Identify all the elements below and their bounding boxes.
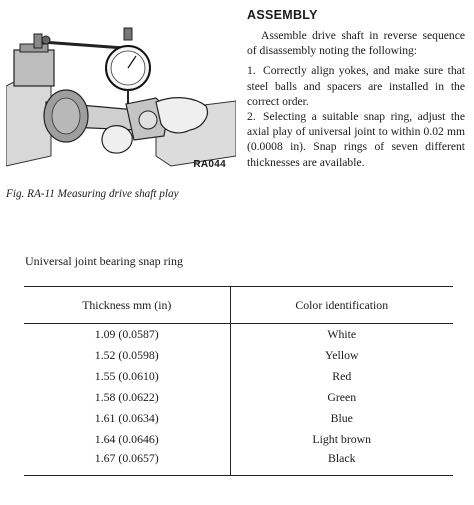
thickness-cell: 1.67 (0.0657)	[24, 450, 230, 476]
table-row	[24, 450, 453, 476]
table-row	[24, 387, 453, 408]
table-row	[24, 324, 453, 346]
snap-ring-table	[24, 286, 453, 476]
color-cell: Yellow	[324, 348, 359, 362]
thickness-cell: 1.55 (0.0610)	[24, 366, 230, 387]
thickness-cell: 1.64 (0.0646)	[24, 429, 230, 450]
assembly-section	[247, 8, 465, 170]
assembly-intro: Assemble drive shaft in reverse sequence of disassembly noting the following:	[247, 29, 465, 58]
figure-caption: Fig. RA-11 Measuring drive shaft play	[6, 188, 179, 200]
figure-drive-shaft-measurement	[6, 6, 236, 186]
thickness-cell: 1.58 (0.0622)	[24, 387, 230, 408]
color-cell: Blue	[330, 411, 353, 425]
column-header-thickness: Thickness mm (in)	[24, 287, 230, 324]
color-cell: Green	[327, 390, 357, 404]
thickness-cell: 1.09 (0.0587)	[24, 324, 230, 346]
color-cell: Light brown	[312, 432, 372, 446]
step-text: Correctly align yokes, and make sure that steel balls and spacers are installed in the correct order.	[247, 64, 465, 108]
thickness-cell: 1.61 (0.0634)	[24, 408, 230, 429]
step-number: 1.	[247, 64, 256, 78]
thickness-cell: 1.52 (0.0598)	[24, 345, 230, 366]
step-text: Selecting a suitable snap ring, adjust the axial play of universal joint to within 0.02 mm (0.0008 in). Snap rings of seven different thicknesses are available.	[247, 110, 465, 169]
table-row	[24, 408, 453, 429]
color-cell: Black	[230, 450, 453, 476]
table-header-row	[24, 287, 453, 324]
section-heading: ASSEMBLY	[247, 8, 318, 22]
table-title: Universal joint bearing snap ring	[25, 254, 183, 268]
step-number: 2.	[247, 110, 256, 124]
table-row	[24, 366, 453, 387]
color-cell: White	[327, 327, 357, 341]
assembly-step	[247, 109, 465, 170]
table-row	[24, 429, 453, 450]
table-row	[24, 345, 453, 366]
color-cell: Red	[332, 369, 352, 383]
assembly-step	[247, 63, 465, 109]
column-header-color: Color identification	[230, 287, 453, 324]
figure-code: RA044	[193, 159, 226, 170]
